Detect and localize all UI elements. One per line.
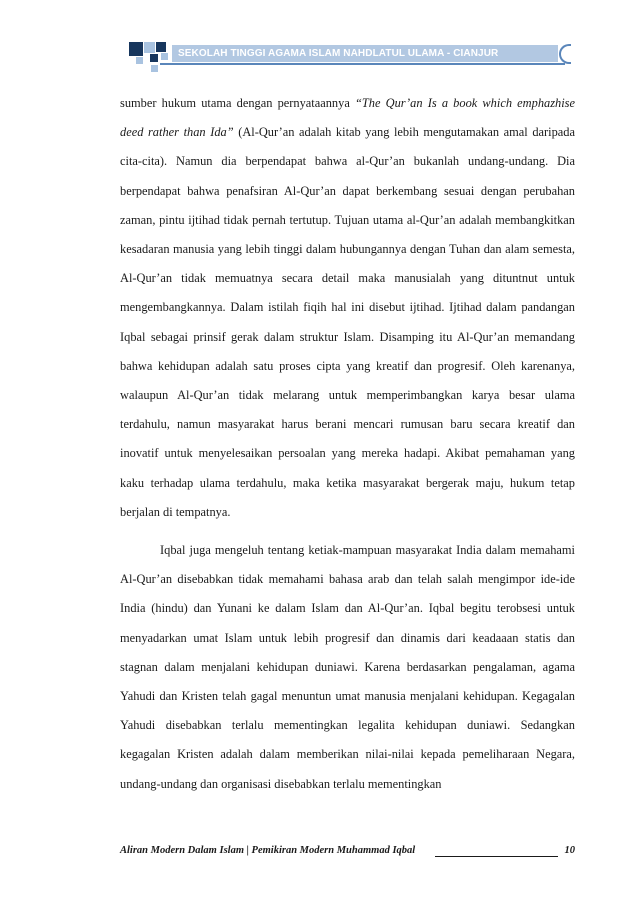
paragraph-2: Iqbal juga mengeluh tentang ketiak-mampuan masyarakat India dalam memahami Al-Qur’an disebabkan tidak memahami bahasa arab dan telah salah mengimpor ide-ide India (hindu) dan Yunani ke dalam Islam dan Al-Qur’an. Iqbal begitu terobsesi untuk menyadarkan umat Islam untuk lebih progresif dan dinamis dari keadaaan statis dan stagnan dalam menjalani kehidupan duniawi. Karena berdasarkan pengalaman, agama Yahudi dan Kristen telah gagal menuntun umat manusia menjalani kehidupan. Kegagalan Yahudi disebabkan terlalu mementingkan legalita kehidupan duniawi. Sedangkan kegagalan Kristen adalah dalam memberikan nilai-nilai kepada pemeliharaan Negara, undang-undang dan organisasi disebabkan terlalu mementingkan <box>120 543 575 791</box>
footer-rule <box>435 856 558 857</box>
page-body <box>120 89 575 799</box>
paragraph-1-quote: “The Qur’an Is a book which emphazhise deed rather than Ida” <box>120 96 575 140</box>
footer-title: Aliran Modern Dalam Islam | Pemikiran Modern Muhammad Iqbal <box>120 845 416 856</box>
header-title: SEKOLAH TINGGI AGAMA ISLAM NAHDLATUL ULAMA - CIANJUR <box>178 48 499 59</box>
page-number: 10 <box>564 845 575 856</box>
header-decor-square <box>129 42 143 56</box>
header-decor-square <box>144 42 155 53</box>
header-decor-square <box>161 53 168 60</box>
header-decor-square <box>151 65 158 72</box>
header-decor-square <box>136 57 143 64</box>
paragraph-1-rest: (Al-Qur’an adalah kitab yang lebih mengutamakan amal daripada cita-cita). Namun dia berpendapat bahwa al-Qur’an bukanlah undang-undang. Dia berpendapat bahwa penafsiran Al-Qur’an dapat berkembang sesuai dengan perubahan zaman, pintu ijtihad tidak pernah tertutup. Tujuan utama al-Qur’an adalah membangkitkan kesadaran manusia yang lebih tinggi dalam hubungannya dengan Tuhan dan alam semesta, Al-Qur’an tidak memuatnya secara detail maka manusialah yang dituntnut untuk mengembangkannya. Dalam istilah fiqih hal ini disebut ijtihad. Ijtihad dalam pandangan Iqbal sebagai prinsif gerak dalam struktur Islam. Disamping itu Al-Qur’an memandang bahwa kehidupan adalah satu proses cipta yang kreatif dan progresif. Oleh karenanya, walaupun Al-Qur’an tidak melarang untuk memperimbangkan karya besar ulama terdahulu, namun masyarakat harus berani mencari rumusan baru secara kreatif dan inovatif untuk menyelesaikan persoalan yang mereka hadapi. Akibat pemahaman yang kaku terhadap ulama terdahulu, maka ketika masyarakat bergerak maju, hukum tetap berjalan di tempatnya. <box>120 125 575 519</box>
paragraph-1-lead: sumber hukum utama dengan pernyataannya <box>120 96 355 110</box>
header-bracket <box>559 44 571 64</box>
header-decor-square <box>150 54 158 62</box>
page-header <box>0 0 638 100</box>
page-footer <box>120 845 575 861</box>
paragraph-1 <box>120 89 575 527</box>
header-rule <box>160 63 565 65</box>
header-decor-square <box>156 42 166 52</box>
